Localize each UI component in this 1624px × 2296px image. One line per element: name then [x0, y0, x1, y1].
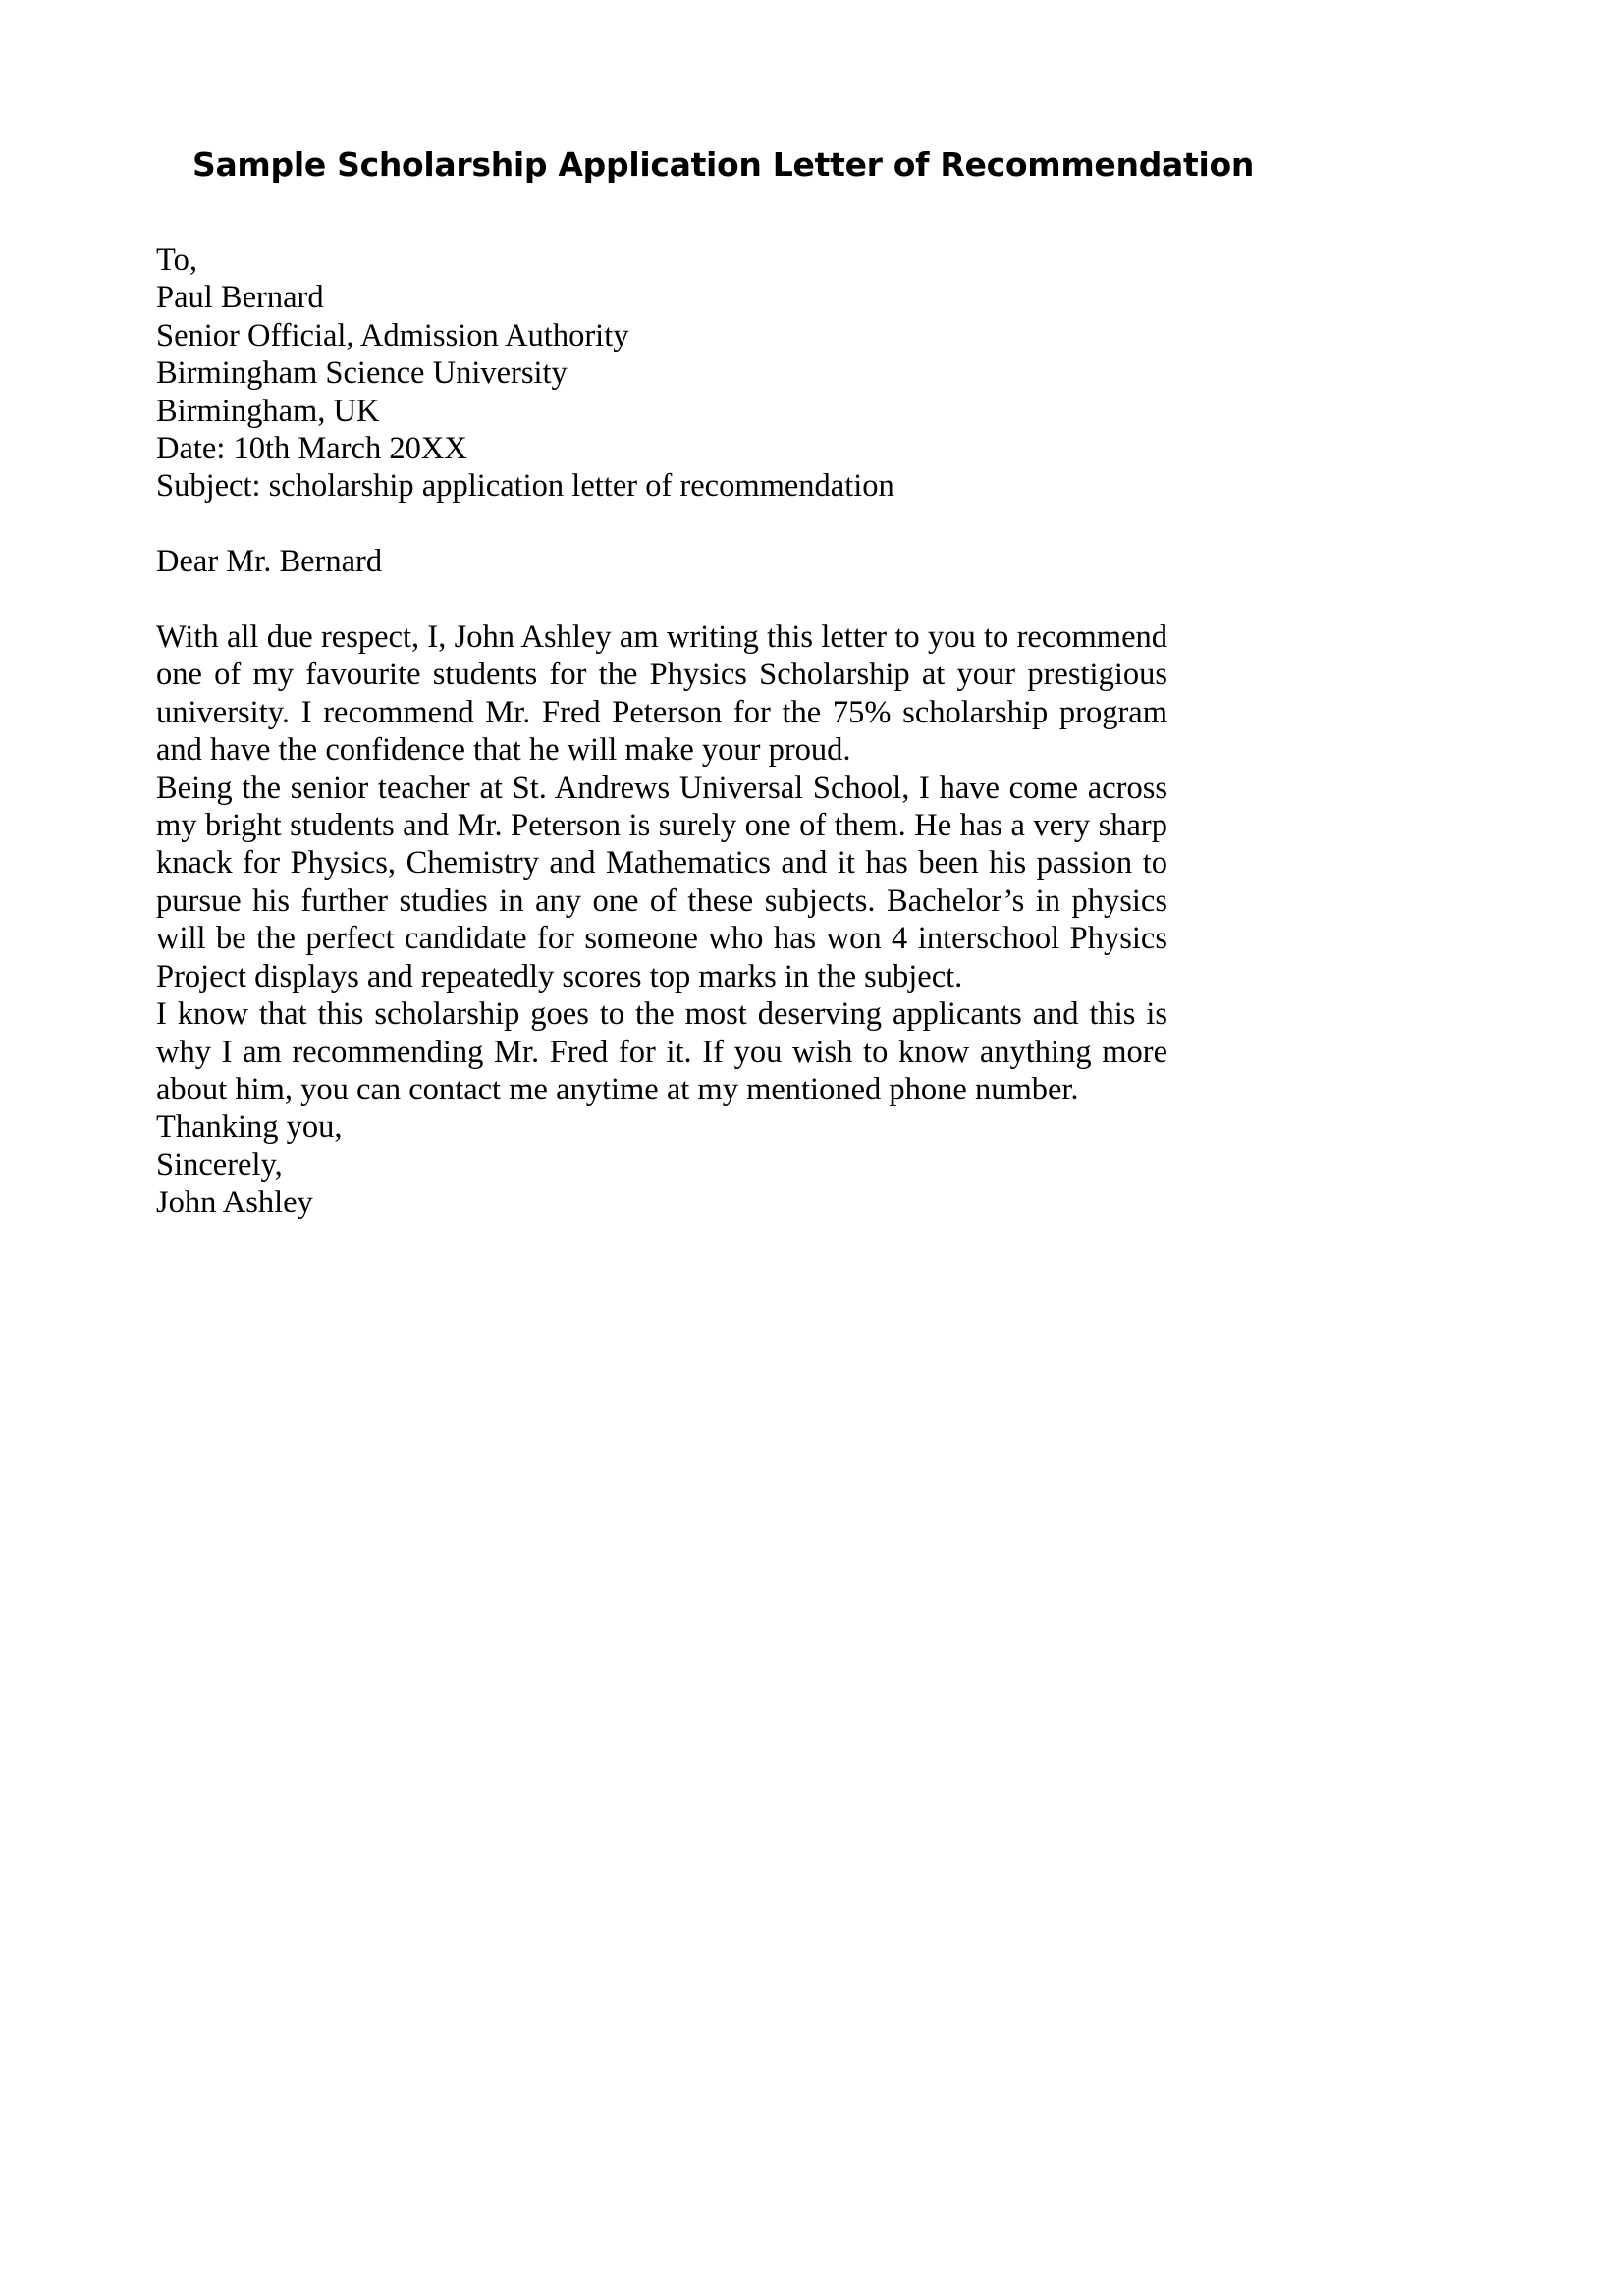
closing-sincerely: Sincerely,: [156, 1147, 283, 1183]
closing-block: [156, 1108, 1167, 1221]
letter-date: Date: 10th March 20XX: [156, 431, 467, 467]
recipient-address-block: [156, 241, 1167, 506]
letter-subject: Subject: scholarship application letter of recommendation: [156, 468, 894, 505]
recipient-name: Paul Bernard: [156, 280, 324, 316]
letter-body: [156, 241, 1167, 1222]
address-line-to: To,: [156, 242, 197, 278]
recipient-city: Birmingham, UK: [156, 393, 380, 429]
spacer: [156, 581, 1167, 618]
signature-name: John Ashley: [156, 1185, 313, 1221]
body-paragraph: Being the senior teacher at St. Andrews Universal School, I have come across my bright students and Mr. Peterson is surely one of them. He has a very sharp knack for Physics, Chemistry and Mathematics and it has been his passion to pursue his further studies in any one of these subjects. Bachelor’s in physics will be the perfect candidate for someone who has won 4 interschool Physics Project displays and repeatedly scores top marks in the subject.: [156, 770, 1167, 994]
document-title: Sample Scholarship Application Letter of Recommendation: [192, 145, 1255, 184]
recipient-position: Senior Official, Admission Authority: [156, 317, 629, 353]
body-paragraph: With all due respect, I, John Ashley am writing this letter to you to recommend one of my favourite students for the Physics Scholarship at your prestigious university. I recommend Mr. Fred Peterson for the 75% scholarship program and have the confidence that he will make your proud.: [156, 619, 1167, 769]
body-paragraph: I know that this scholarship goes to the most deserving applicants and this is why I am recommending Mr. Fred for it. If you wish to know anything more about him, you can contact me anytime at my mentioned phone number.: [156, 996, 1167, 1107]
salutation: Dear Mr. Bernard: [156, 544, 383, 580]
spacer: [156, 506, 1167, 543]
closing-thanks: Thanking you,: [156, 1109, 343, 1146]
recipient-institution: Birmingham Science University: [156, 355, 568, 392]
